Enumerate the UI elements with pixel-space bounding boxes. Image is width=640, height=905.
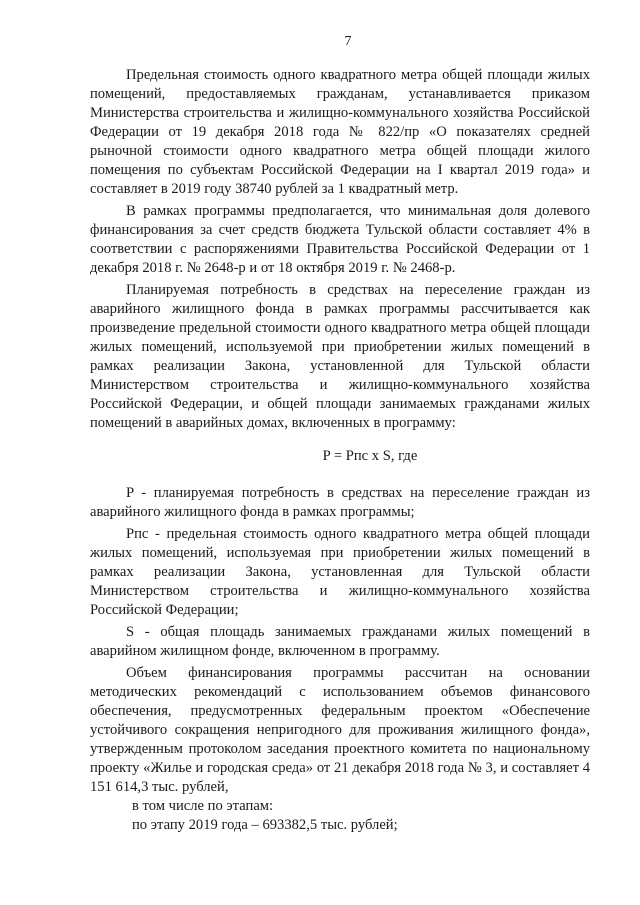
paragraph-by-stages: в том числе по этапам:: [132, 798, 274, 814]
formula: P = Pпс x S, где: [322, 448, 418, 464]
paragraph-stage-2019: по этапу 2019 года – 693382,5 тыс. рублей;: [132, 817, 398, 833]
document-body: [90, 66, 590, 835]
paragraph-planned-need: Планируемая потребность в средствах на переселение граждан из аварийного жилищного фонда в рамках программы рассчитывается как произведение предельной стоимости одного квадратного метра общей площади жилых помещений, используемой при приобретении жилых помещений в рамках реализации Закона, установленной для Тульской области Министерством строительства и жилищно-коммунального хозяйства Российской Федерации, и общей площади занимаемых гражданами жилых помещений в аварийных домах, включенных в программу:: [90, 282, 590, 431]
definition-pps: Pпс - предельная стоимость одного квадратного метра общей площади жилых помещений, используемая при приобретении жилых помещений в рамках реализации Закона, установленная для Тульской области Министерством строительства и жилищно-коммунального хозяйства Российской Федерации;: [90, 526, 590, 618]
definition-p: P - планируемая потребность в средствах на переселение граждан из аварийного жилищного фонда в рамках программы;: [90, 485, 590, 520]
paragraph-cofinancing-share: В рамках программы предполагается, что минимальная доля долевого финансирования за счет средств бюджета Тульской области составляет 4% в соответствии с распоряжениями Правительства Российской Федерации от 1 декабря 2018 г. № 2648-р и от 18 октября 2019 г. № 2468-р.: [90, 203, 590, 276]
definition-s: S - общая площадь занимаемых гражданами жилых помещений в аварийном жилищном фонде, включенном в программу.: [90, 624, 590, 659]
paragraph-funding-volume: Объем финансирования программы рассчитан на основании методических рекомендаций с использованием объемов финансового обеспечения, предусмотренных федеральным проектом «Обеспечение устойчивого сокращения непригодного для проживания жилищного фонда», утвержденным протоколом заседания проектного комитета по национальному проекту «Жилье и городская среда» от 21 декабря 2018 года № 3, и составляет 4 151 614,3 тыс. рублей,: [90, 665, 590, 795]
paragraph-max-cost: Предельная стоимость одного квадратного метра общей площади жилых помещений, предоставляемых гражданам, устанавливается приказом Министерства строительства и жилищно-коммунального хозяйства Российской Федерации от 19 декабря 2018 года № 822/пр «О показателях средней рыночной стоимости одного квадратного метра общей площади жилого помещения по субъектам Российской Федерации на I квартал 2019 года» и составляет в 2019 году 38740 рублей за 1 квадратный метр.: [90, 67, 590, 197]
page-number: 7: [344, 34, 352, 49]
